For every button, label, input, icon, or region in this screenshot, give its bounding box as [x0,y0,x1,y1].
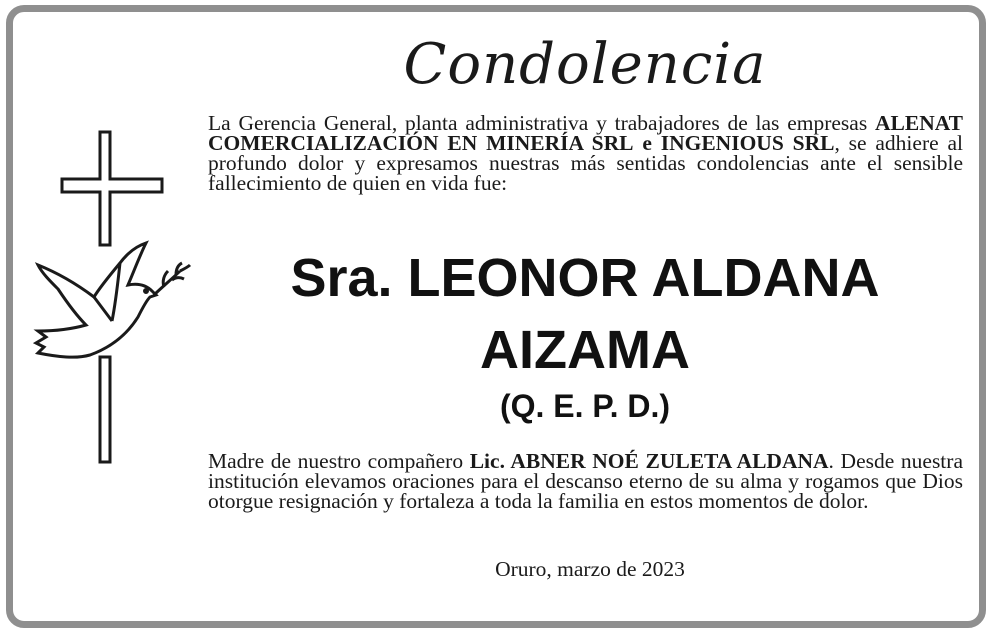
cross-with-dove-icon [28,125,198,470]
notice-title: Condolencia [403,32,767,97]
closing-text-b: . Desde nuestra institución elevamos oraciones para el descanso eterno de su alma y rogamos que Dios otorgue resignación y fortaleza a toda la familia en estos momentos de dolor. [208,449,963,513]
place-date: Oruro, marzo de 2023 [495,557,685,581]
qepd-label: (Q. E. P. D.) [499,388,671,424]
deceased-name-line-2: AIZAMA [480,320,690,380]
intro-text-c: , se adhiere al profundo dolor y expresamos nuestras más sentidas condolencias ante el sensible fallecimiento de quien en vida fue: [208,131,963,195]
intro-text-a: La Gerencia General, planta administrativa y trabajadores de las empresas [208,111,875,135]
intro-paragraph [208,113,963,193]
colleague-name: Lic. ABNER NOÉ ZULETA ALDANA [469,449,829,473]
company-name-2: e INGENIOUS SRL [642,131,835,155]
closing-text-a: Madre de nuestro compañero [208,449,470,473]
company-name-1: ALENAT COMERCIALIZACIÓN EN MINERÍA SRL [208,111,963,155]
deceased-name-line-1: Sra. LEONOR ALDANA [290,248,880,308]
closing-paragraph [208,451,963,511]
